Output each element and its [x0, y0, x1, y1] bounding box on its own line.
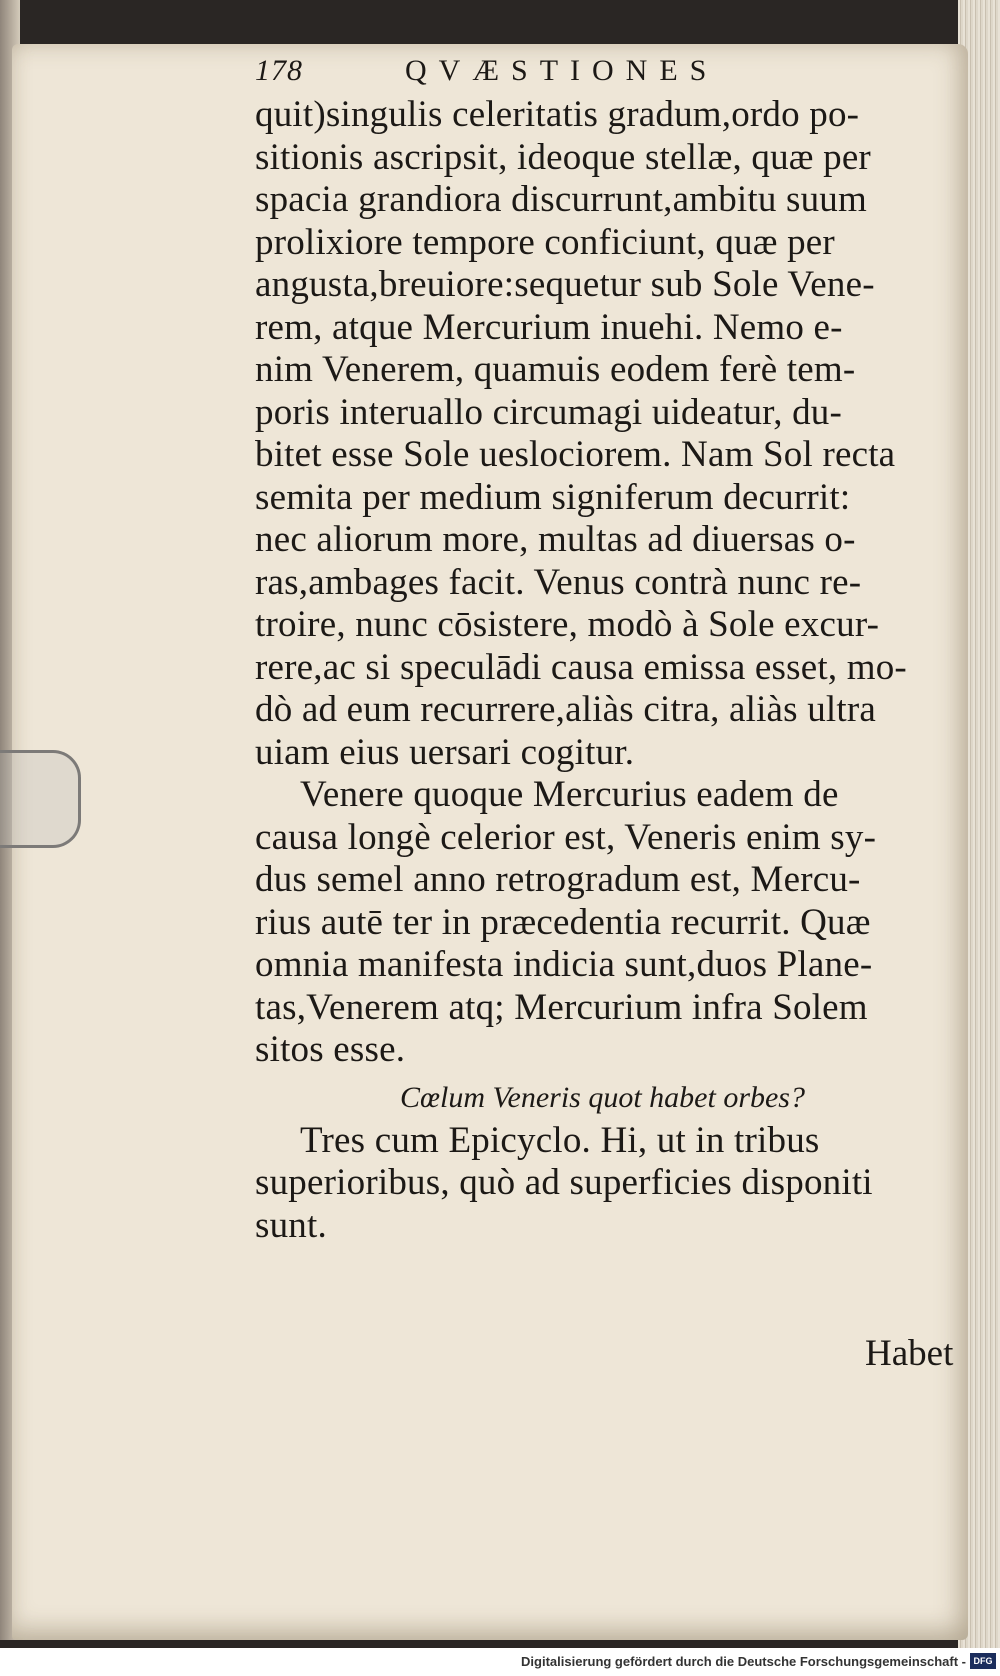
- text-line: tas,Venerem atq; Mercurium infra Solem: [255, 986, 868, 1028]
- footer-credit-text: Digitalisierung gefördert durch die Deutsche Forschungsgemeinschaft -: [521, 1654, 966, 1669]
- text-line: bitet esse Sole ueslociorem. Nam Sol recta: [255, 434, 896, 475]
- catchword: Habet: [865, 1333, 954, 1374]
- text-line: sunt.: [255, 1204, 327, 1246]
- page-header: [255, 50, 955, 94]
- dfg-logo: DFG: [970, 1653, 996, 1669]
- text-line: omnia manifesta indicia sunt,duos Plane-: [255, 944, 873, 985]
- text-line: nim Venerem, quamuis eodem ferè tem-: [255, 349, 856, 390]
- text-line: sitos esse.: [255, 1029, 406, 1070]
- text-line: sitionis ascripsit, ideoque stellæ, quæ per: [255, 136, 871, 178]
- text-line: dus semel anno retrogradum est, Mercu-: [255, 859, 861, 900]
- answer-paragraph: [255, 1120, 955, 1248]
- text-line: angusta,breuiore:sequetur sub Sole Vene-: [255, 264, 875, 305]
- text-line: rem, atque Mercurium inuehi. Nemo e-: [255, 306, 843, 348]
- paragraph-2: [255, 774, 955, 1072]
- paragraph-1: [255, 94, 955, 774]
- text-line: poris interuallo circumagi uideatur, du-: [255, 391, 843, 433]
- text-line: Tres cum Epicyclo. Hi, ut in tribus: [300, 1119, 820, 1161]
- question-heading: Cœlum Veneris quot habet orbes?: [400, 1080, 805, 1114]
- page-number: 178: [255, 54, 303, 87]
- text-line: semita per medium signiferum decurrit:: [255, 476, 851, 518]
- text-block: [255, 50, 955, 1374]
- text-line: nec aliorum more, multas ad diuersas o-: [255, 519, 856, 560]
- text-line: superioribus, quò ad superficies disponiti: [255, 1162, 873, 1203]
- text-line: ras,ambages facit. Venus contrà nunc re-: [255, 561, 862, 603]
- text-line: Venere quoque Mercurius eadem de: [300, 774, 839, 815]
- text-line: rius autē ter in præcedentia recurrit. Quæ: [255, 901, 871, 943]
- text-line: rere,ac si speculādi causa emissa esset, mo-: [255, 646, 907, 688]
- text-line: troire, nunc cōsistere, modò à Sole excur-: [255, 604, 880, 645]
- text-line: uiam eius uersari cogitur.: [255, 731, 635, 773]
- text-line: causa longè celerior est, Veneris enim sy-: [255, 816, 877, 858]
- text-line: quit)singulis celeritatis gradum,ordo po-: [255, 94, 860, 135]
- text-line: dò ad eum recurrere,aliàs citra, aliàs ultra: [255, 689, 877, 730]
- digitization-footer: [0, 1648, 1000, 1676]
- text-line: spacia grandiora discurrunt,ambitu suum: [255, 179, 867, 220]
- page-clip: [0, 750, 81, 848]
- running-head: QVÆSTIONES: [405, 54, 719, 87]
- text-line: prolixiore tempore conficiunt, quæ per: [255, 221, 835, 263]
